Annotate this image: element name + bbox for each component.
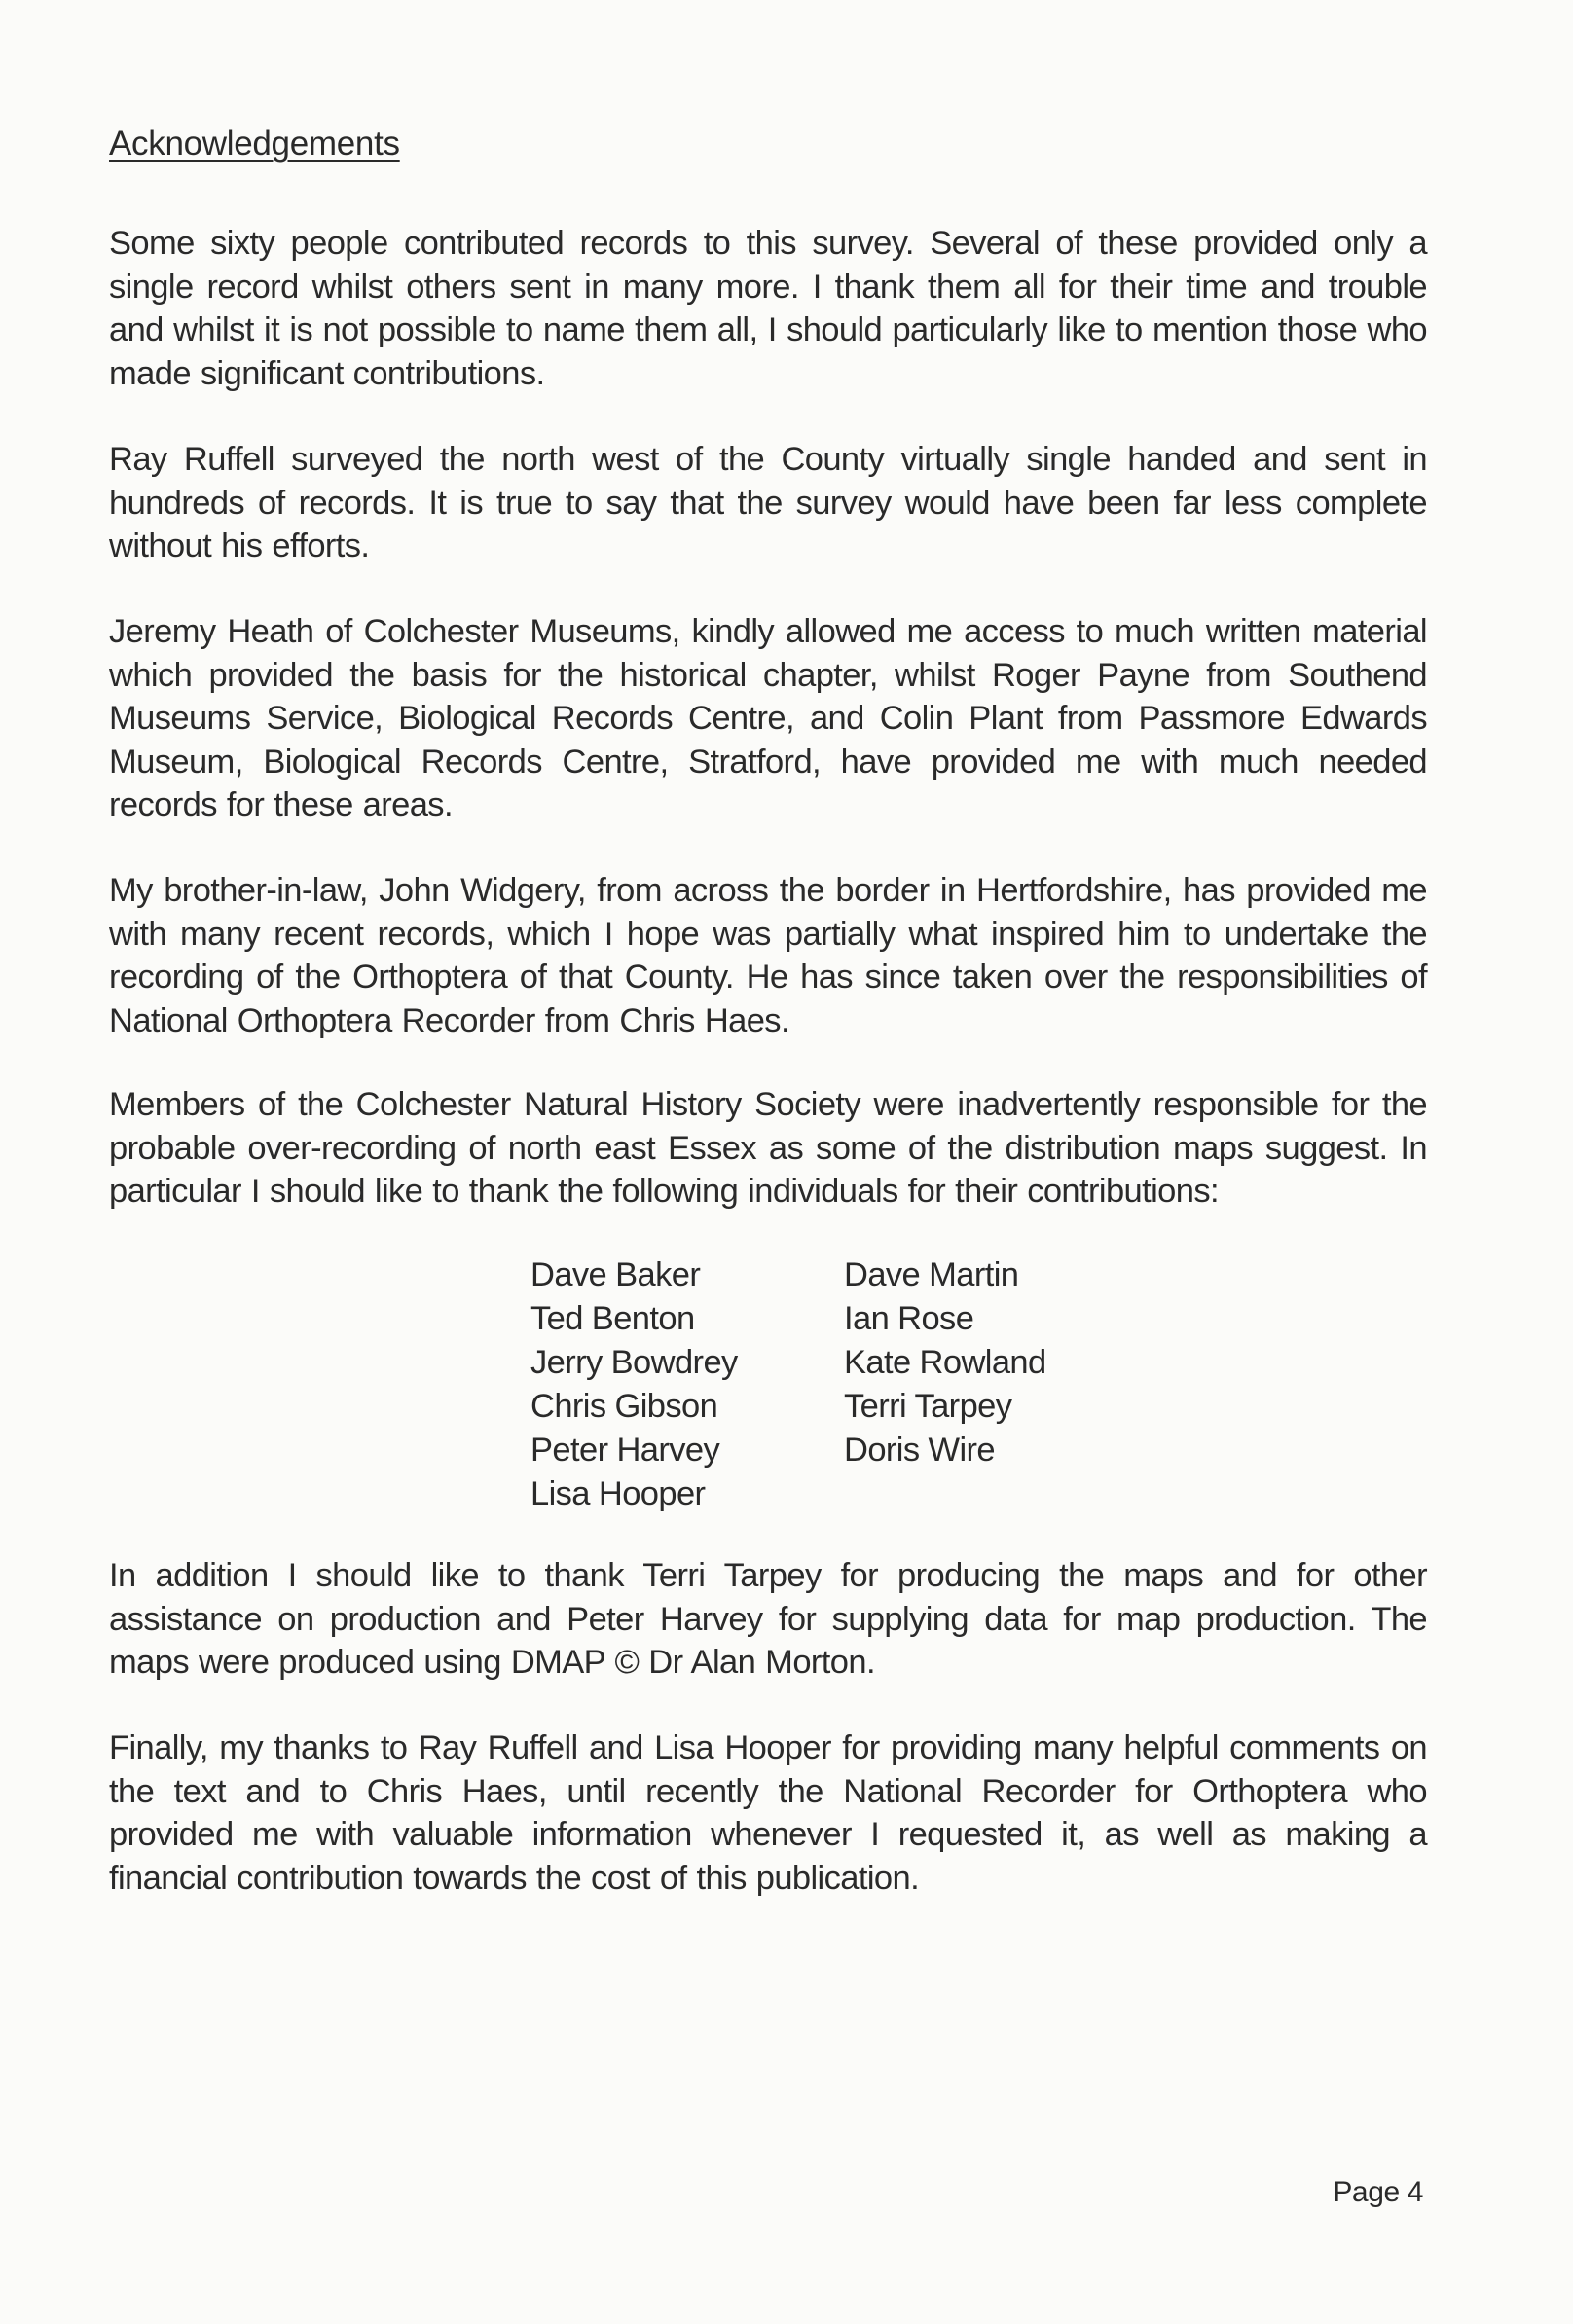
list-item: Terri Tarpey — [844, 1388, 1012, 1425]
paragraph-museums: Jeremy Heath of Colchester Museums, kindly allowed me access to much written material which provided the basis for the historical chapter, whilst Roger Payne from Southend Museums Service, Biological Records Centre, and Colin Plant from Passmore Edwards Museum, Biological Records Centre, Stratford, have provided me with much needed records for these areas. — [109, 613, 1427, 823]
list-item: Lisa Hooper — [530, 1475, 706, 1512]
list-item: Dave Baker — [530, 1256, 701, 1293]
list-item: Ian Rose — [844, 1300, 974, 1337]
names-list-left — [530, 1253, 738, 1516]
list-item: Chris Gibson — [530, 1388, 718, 1425]
page-heading: Acknowledgements — [109, 125, 400, 163]
paragraph-colchester-society: Members of the Colchester Natural History Society were inadvertently responsible for the probable over-recording of north east Essex as some of the distribution maps suggest. In particular I should like to thank the following individuals for their contributions: — [109, 1086, 1427, 1210]
list-item: Ted Benton — [530, 1300, 695, 1337]
list-item: Kate Rowland — [844, 1344, 1046, 1381]
paragraph-ray-ruffell: Ray Ruffell surveyed the north west of the County virtually single handed and sent in hundreds of records. It is true to say that the survey would have been far less complete without his efforts. — [109, 441, 1427, 564]
list-item: Peter Harvey — [530, 1432, 720, 1469]
list-item: Doris Wire — [844, 1432, 995, 1469]
paragraph-intro: Some sixty people contributed records to this survey. Several of these provided only a single record whilst others sent in many more. I thank them all for their time and trouble and whilst it is not possible to name them all, I should particularly like to mention those who made significant contributions. — [109, 225, 1427, 392]
names-list-right — [844, 1253, 1046, 1472]
list-item: Dave Martin — [844, 1256, 1019, 1293]
paragraph-finally: Finally, my thanks to Ray Ruffell and Lisa Hooper for providing many helpful comments on the text and to Chris Haes, until recently the National Recorder for Orthoptera who provided me with valuable information whenever I requested it, as well as making a financial contribution towards the cost of this publication. — [109, 1729, 1427, 1897]
list-item: Jerry Bowdrey — [530, 1344, 738, 1381]
page-number: Page 4 — [1333, 2176, 1423, 2208]
paragraph-john-widgery: My brother-in-law, John Widgery, from across the border in Hertfordshire, has provided me with many recent records, which I hope was partially what inspired him to undertake the recording of the Orthoptera of that County. He has since taken over the responsibilities of National Orthoptera Recorder from Chris Haes. — [109, 872, 1427, 1039]
paragraph-maps: In addition I should like to thank Terri Tarpey for producing the maps and for other assistance on production and Peter Harvey for supplying data for map production. The maps were produced using DMAP © Dr Alan Morton. — [109, 1557, 1427, 1681]
